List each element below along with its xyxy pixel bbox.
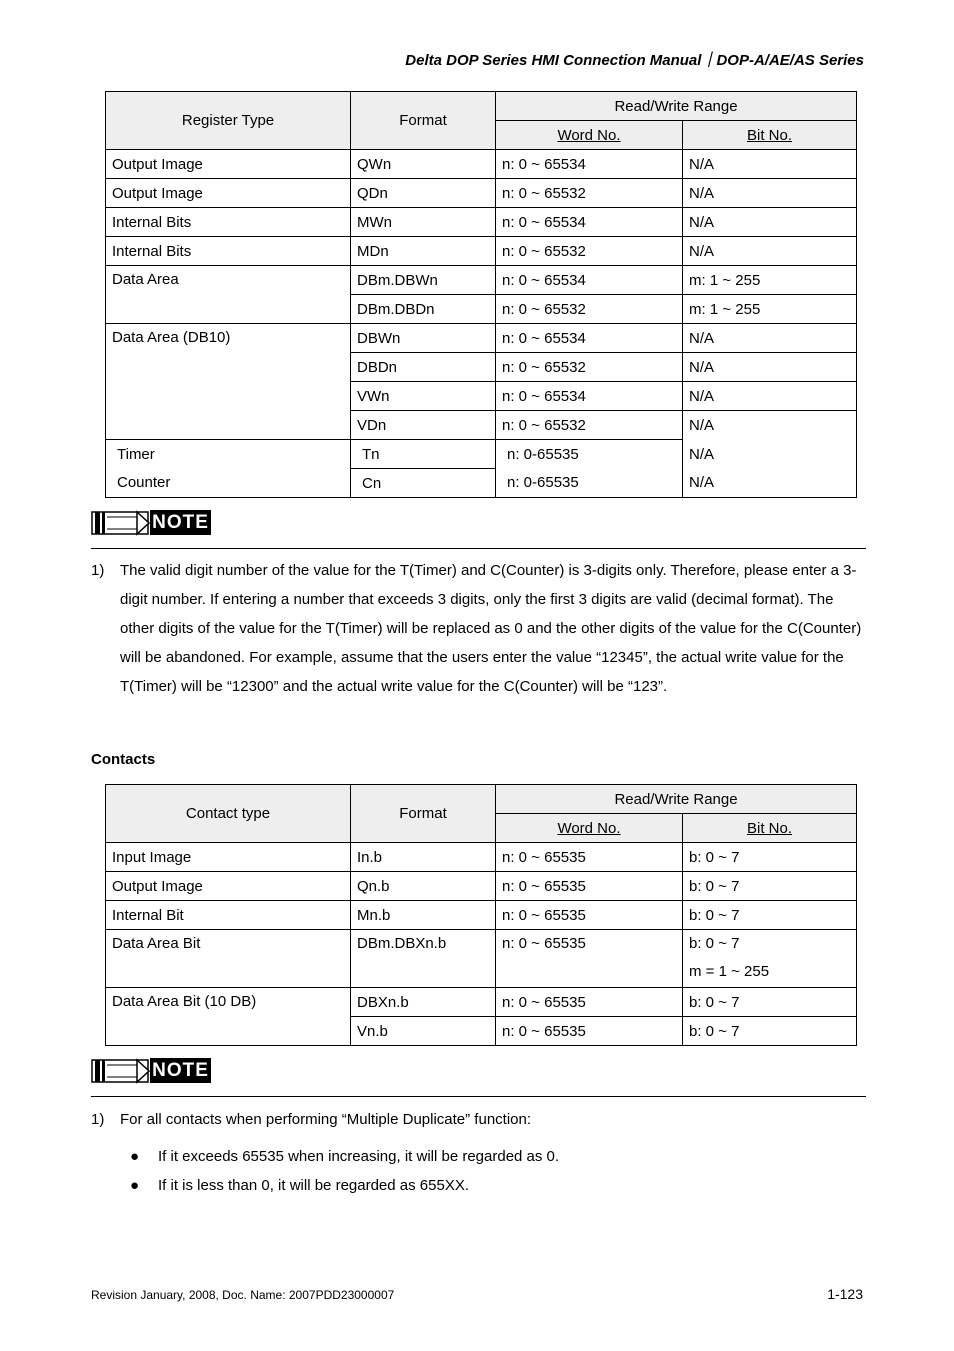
cell-word: n: 0 ~ 65535: [496, 872, 683, 901]
note1-paragraph: [91, 556, 871, 701]
cell-word: n: 0 ~ 65532: [496, 353, 683, 382]
cell-format: DBWn: [351, 324, 496, 353]
cell-format: DBXn.b: [351, 988, 496, 1017]
cell-bit: m: 1 ~ 255: [683, 295, 857, 324]
header-format: Format: [351, 92, 496, 150]
cell-bit: N/A: [683, 353, 857, 382]
cell-type: Internal Bits: [106, 237, 351, 266]
note-label: NOTE: [150, 510, 211, 535]
table-row: [106, 324, 857, 353]
cell-word: n: 0 ~ 65534: [496, 382, 683, 411]
cell-format: Mn.b: [351, 901, 496, 930]
cell-format: MDn: [351, 237, 496, 266]
cell-type: Data Area: [106, 266, 351, 324]
cell-format: Tn: [351, 440, 496, 469]
cell-word: n: 0 ~ 65535: [496, 988, 683, 1017]
cell-format: DBDn: [351, 353, 496, 382]
note-banner: [91, 1057, 866, 1097]
cell-bit: b: 0 ~ 7: [683, 1017, 857, 1046]
table-row: [106, 901, 857, 930]
table-row: [106, 179, 857, 208]
cell-format: DBm.DBWn: [351, 266, 496, 295]
cell-type: Timer: [106, 440, 351, 469]
table-row: [106, 988, 857, 1017]
cell-type: Output Image: [106, 150, 351, 179]
cell-bit-line1: b: 0 ~ 7: [689, 935, 740, 952]
header-bit-no: Bit No.: [683, 121, 857, 150]
cell-bit: m: 1 ~ 255: [683, 266, 857, 295]
cell-bit: N/A: [683, 324, 857, 353]
cell-bit: N/A: [683, 469, 857, 498]
register-table: [105, 91, 857, 498]
cell-format: Vn.b: [351, 1017, 496, 1046]
cell-type: Data Area Bit: [106, 930, 351, 988]
cell-type: Input Image: [106, 843, 351, 872]
list-item: [130, 1148, 559, 1165]
note2-paragraph: [91, 1105, 871, 1134]
contacts-heading: Contacts: [91, 751, 156, 768]
cell-bit: N/A: [683, 411, 857, 440]
cell-word: n: 0 ~ 65534: [496, 266, 683, 295]
cell-word: n: 0 ~ 65535: [496, 843, 683, 872]
note2-text: For all contacts when performing “Multiple Duplicate” function:: [120, 1111, 532, 1128]
page-number: 1-123: [827, 1286, 863, 1302]
cell-word: n: 0 ~ 65535: [496, 930, 683, 988]
cell-format: QDn: [351, 179, 496, 208]
cell-bit: N/A: [683, 382, 857, 411]
cell-bit: b: 0 ~ 7: [683, 988, 857, 1017]
bullet-icon: ●: [130, 1177, 140, 1194]
cell-format: QWn: [351, 150, 496, 179]
cell-bit: b: 0 ~ 7: [683, 901, 857, 930]
cell-word: n: 0 ~ 65534: [496, 208, 683, 237]
cell-word: n: 0 ~ 65532: [496, 237, 683, 266]
header-format: Format: [351, 785, 496, 843]
header-range: Read/Write Range: [496, 785, 857, 814]
cell-word: n: 0 ~ 65532: [496, 411, 683, 440]
cell-type: Internal Bit: [106, 901, 351, 930]
table-row: [106, 872, 857, 901]
bullet-text: If it is less than 0, it will be regarded as 655XX.: [158, 1177, 469, 1194]
cell-word: n: 0-65535: [496, 440, 683, 469]
cell-type: Data Area (DB10): [106, 324, 351, 440]
cell-bit: N/A: [683, 237, 857, 266]
cell-bit: N/A: [683, 440, 857, 469]
header-register-type: Register Type: [106, 92, 351, 150]
table-row: [106, 930, 857, 988]
table-row: [106, 843, 857, 872]
table-row: [106, 150, 857, 179]
cell-format: Qn.b: [351, 872, 496, 901]
contacts-table: [105, 784, 857, 1046]
note-label: NOTE: [150, 1058, 211, 1083]
cell-format: DBm.DBXn.b: [351, 930, 496, 988]
footer-revision: Revision January, 2008, Doc. Name: 2007PDD23000007: [91, 1288, 395, 1302]
cell-word: n: 0-65535: [496, 469, 683, 498]
header-bit-no: Bit No.: [683, 814, 857, 843]
table-row: [106, 208, 857, 237]
table-row: [106, 440, 857, 469]
cell-format: VWn: [351, 382, 496, 411]
cell-type: Data Area Bit (10 DB): [106, 988, 351, 1046]
cell-word: n: 0 ~ 65534: [496, 324, 683, 353]
cell-format: VDn: [351, 411, 496, 440]
cell-format: In.b: [351, 843, 496, 872]
list-item: [130, 1177, 469, 1194]
header-range: Read/Write Range: [496, 92, 857, 121]
cell-bit: N/A: [683, 179, 857, 208]
cell-bit: N/A: [683, 150, 857, 179]
cell-word: n: 0 ~ 65532: [496, 295, 683, 324]
header-word-no: Word No.: [496, 814, 683, 843]
cell-type: Counter: [106, 469, 351, 498]
cell-bit: [683, 930, 857, 988]
cell-bit-line2: m = 1 ~ 255: [689, 963, 770, 980]
cell-word: n: 0 ~ 65535: [496, 1017, 683, 1046]
cell-bit: b: 0 ~ 7: [683, 843, 857, 872]
page-header: Delta DOP Series HMI Connection Manual｜DOP-A/AE/AS Series: [405, 52, 864, 69]
cell-bit: b: 0 ~ 7: [683, 872, 857, 901]
note1-number: 1): [91, 562, 105, 579]
cell-format: Cn: [351, 469, 496, 498]
table-row: [106, 237, 857, 266]
bullet-icon: ●: [130, 1148, 140, 1165]
table-row: [106, 469, 857, 498]
note2-number: 1): [91, 1111, 105, 1128]
bullet-text: If it exceeds 65535 when increasing, it will be regarded as 0.: [158, 1148, 560, 1165]
header-contact-type: Contact type: [106, 785, 351, 843]
cell-type: Internal Bits: [106, 208, 351, 237]
cell-word: n: 0 ~ 65534: [496, 150, 683, 179]
table-row: [106, 266, 857, 295]
note-banner: [91, 509, 866, 549]
note1-text: The valid digit number of the value for the T(Timer) and C(Counter) is 3-digits only. Therefore, please enter a 3-digit number. If entering a number that exceeds 3 digits, only the first 3 digits are valid (decimal format). The other digits of the value for the T(Timer) will be replaced as 0 and the other digits of the value for the C(Counter) will be abandoned. For example, assume that the users enter the value “12345”, the actual write value for the T(Timer) will be “12300” and the actual write value for the C(Counter) will be “123”.: [120, 562, 862, 695]
cell-type: Output Image: [106, 872, 351, 901]
cell-format: DBm.DBDn: [351, 295, 496, 324]
cell-format: MWn: [351, 208, 496, 237]
header-word-no: Word No.: [496, 121, 683, 150]
cell-bit: N/A: [683, 208, 857, 237]
cell-type: Output Image: [106, 179, 351, 208]
cell-word: n: 0 ~ 65535: [496, 901, 683, 930]
cell-word: n: 0 ~ 65532: [496, 179, 683, 208]
